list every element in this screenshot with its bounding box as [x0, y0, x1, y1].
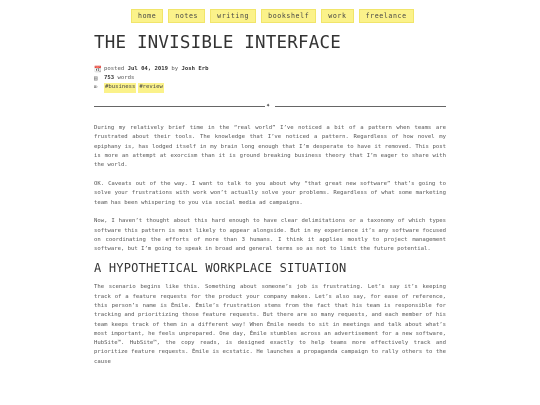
calendar-icon: 📆 [94, 66, 102, 73]
post-title: THE INVISIBLE INTERFACE [94, 33, 341, 53]
divider-line-right [275, 106, 446, 107]
section-heading: A HYPOTHETICAL WORKPLACE SITUATION [94, 261, 347, 276]
divider-star-icon: ✦ [266, 101, 271, 109]
nav-home[interactable]: home [131, 9, 163, 23]
section-divider [94, 101, 446, 110]
tag-review[interactable]: #review [138, 83, 164, 92]
post-author: Josh Erb [181, 66, 209, 72]
nav-writing[interactable]: writing [210, 9, 256, 23]
nav-freelance[interactable]: freelance [359, 9, 414, 23]
post-date: Jul 04, 2019 [127, 66, 169, 72]
paragraph-scenario: The scenario begins like this. Something about someone’s job is frustrating. Let’s say it’s keeping track of a feature requests for the product your company makes. Let’s also say, for ease of reference, this person’s name is Émile. Émile’s frustration stems from the fact that his team is responsible for tracking and prioritizing those feature requests. But there are so many requests, and each member of his team keeps track of them in a different way! When Émile needs to sit in meetings and talk about what’s most important, he feels unprepared. One day, Émile stumbles across an advertisement for a new software, HubSite™. HubSite™, the copy reads, is designed exactly to help teams more effectively track and prioritize feature requests. Émile is ecstatic. He launches a propaganda campaign to rally others to the cause [94, 284, 446, 365]
word-count: 753 [104, 75, 115, 82]
paragraph-scope: Now, I haven’t thought about this hard enough to have clear delimitations or a taxonomy of which types software this pattern is most likely to appear alongside. But in my experience it’s any software focused on coordinating the efforts of more than 3 humans. I think it applies mostly to project management software, but I’m going to speak in broad and general terms so as not to limit the future potential. [94, 218, 446, 253]
by-prefix: by [171, 66, 179, 72]
document-icon: ▤ [94, 75, 98, 83]
divider-line-left [94, 106, 265, 107]
posted-prefix: posted [104, 66, 125, 72]
tag-icon: ⌦ [94, 84, 98, 92]
paragraph-caveats: OK. Caveats out of the way. I want to talk to you about why “that great new software” that’s going to solve your frustrations with work won’t actually solve your problems. Regardless of what some marketing team has been whispering to you via social media ad campaigns. [94, 180, 446, 206]
post-body [94, 124, 446, 377]
tag-business[interactable]: #business [104, 83, 136, 92]
post-meta [94, 65, 208, 93]
top-nav [131, 9, 414, 23]
meta-tags-row [94, 83, 208, 92]
meta-date-row [94, 65, 208, 74]
paragraph-intro: During my relatively brief time in the “real world” I’ve noticed a bit of a pattern when teams are frustrated about their tools. The knowledge that I’ve noticed a pattern. Regardless of how novel my epiphany is, has lodged itself in my brain long enough that I’m desperate to have it removed. This post is more an attempt at exorcism than it is ground breaking business theory that I’m eager to share with the world. [94, 125, 446, 169]
nav-bookshelf[interactable]: bookshelf [261, 9, 316, 23]
nav-work[interactable]: work [321, 9, 353, 23]
word-label: words [117, 75, 135, 82]
meta-words-row [94, 74, 208, 83]
nav-notes[interactable]: notes [168, 9, 205, 23]
